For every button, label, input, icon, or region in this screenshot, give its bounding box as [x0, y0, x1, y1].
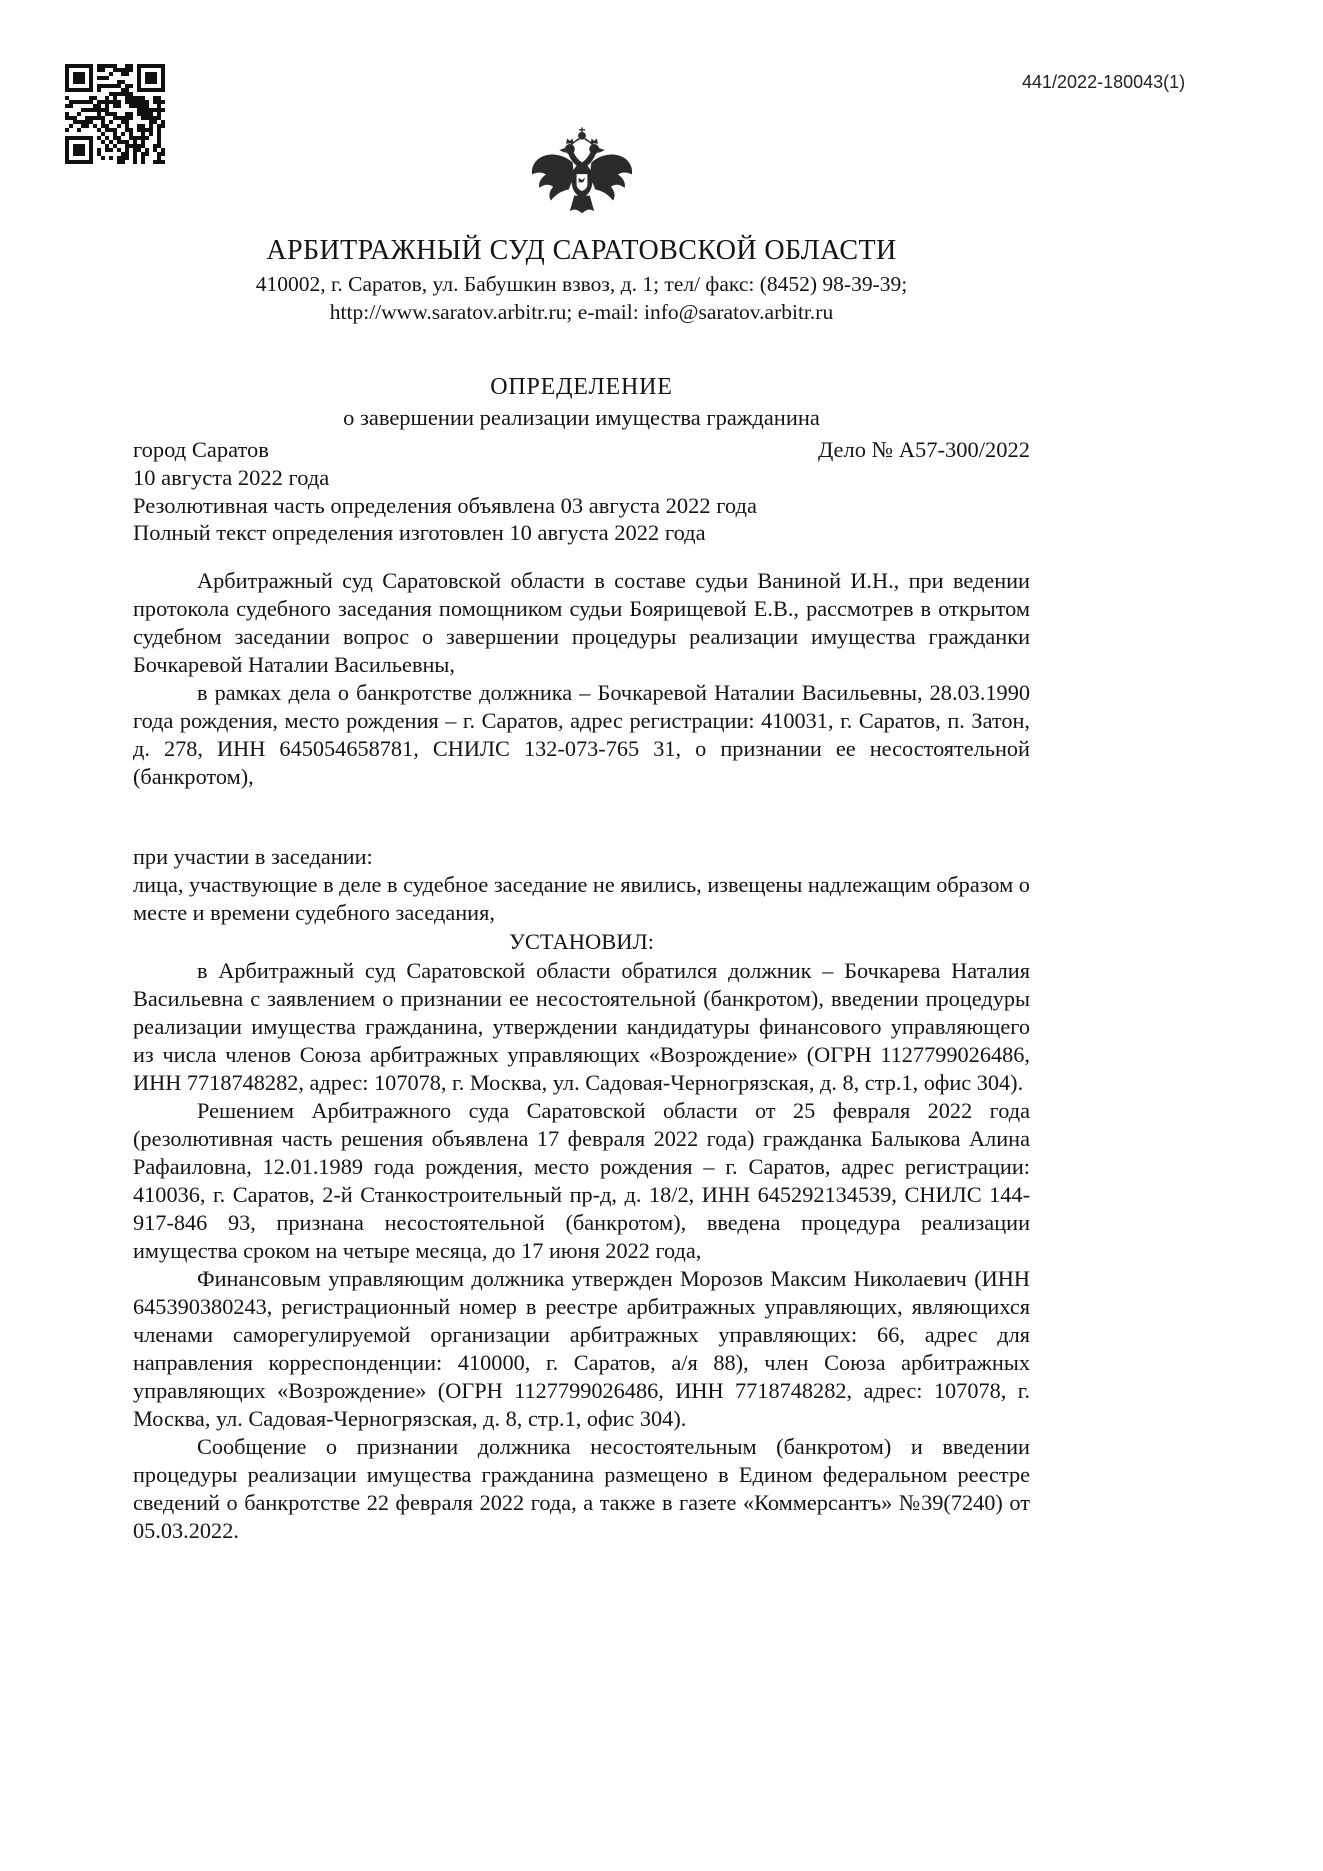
document-date: 10 августа 2022 года — [133, 465, 330, 490]
court-name: АРБИТРАЖНЫЙ СУД САРАТОВСКОЙ ОБЛАСТИ — [266, 235, 897, 266]
case-number: Дело № А57-300/2022 — [817, 437, 1030, 462]
document-title: ОПРЕДЕЛЕНИЕ — [490, 374, 673, 400]
coat-of-arms-emblem — [521, 116, 643, 232]
full-text-date-line: Полный текст определения изготовлен 10 августа 2022 года — [133, 520, 706, 545]
intro-paragraph: в рамках дела о банкротстве должника – Бочкаревой Наталии Васильевны, 28.03.1990 года рождения, место рождения – г. Саратов, адрес регистрации: 410031, г. Саратов, п. Затон, д. 278, ИНН 645054658781, СНИЛС 132-073-765 31, о признании ее несостоятельной (банкротом), — [133, 679, 1030, 789]
established-paragraph: в Арбитражный суд Саратовской области обратился должник – Бочкарева Наталия Васильевна с заявлением о признании ее несостоятельной (банкротом), введении процедуры реализации имущества гражданина, утверждении кандидатуры финансового управляющего из числа членов Союза арбитражных управляющих «Возрождение» (ОГРН 1127799026486, ИНН 7718748282, адрес: 107078, г. Москва, ул. Садовая-Черногрязская, д. 8, стр.1, офис 304). — [133, 957, 1030, 1095]
court-address: 410002, г. Саратов, ул. Бабушкин взвоз, д. 1; тел/ факс: (8452) 98-39-39; — [255, 272, 908, 296]
city-label: город Саратов — [133, 437, 269, 462]
document-subtitle: о завершении реализации имущества гражданина — [343, 405, 820, 430]
established-paragraph: Решением Арбитражного суда Саратовской области от 25 февраля 2022 года (резолютивная часть решения объявлена 17 февраля 2022 года) гражданка Балыкова Алина Рафаиловна, 12.01.1989 года рождения, место рождения – г. Саратов, адрес регистрации: 410036, г. Саратов, 2-й Станкостроительный пр-д, д. 18/2, ИНН 645292134539, СНИЛС 144-917-846 93, признана несостоятельной (банкротом), введена процедура реализации имущества сроком на четыре месяца, до 17 июня 2022 года, — [133, 1097, 1030, 1263]
established-heading: УСТАНОВИЛ: — [508, 928, 655, 954]
body-text — [133, 567, 1030, 1545]
court-contacts: http://www.saratov.arbitr.ru; e-mail: info@saratov.arbitr.ru — [329, 300, 834, 324]
intro-paragraph: Арбитражный суд Саратовской области в составе судьи Ваниной И.Н., при ведении протокола судебного заседания помощником судьи Боярищевой Е.В., рассмотрев в открытом судебном заседании вопрос о завершении процедуры реализации имущества гражданки Бочкаревой Наталии Васильевны, — [133, 567, 1030, 677]
attendance-label: при участии в заседании: — [133, 843, 373, 869]
attendance-text: лица, участвующие в деле в судебное заседание не явились, извещены надлежащим образом о месте и времени судебного заседания, — [133, 871, 1030, 925]
city-and-case-row — [133, 436, 1030, 464]
document-reference-number: 441/2022-180043(1) — [1022, 72, 1186, 92]
established-paragraph: Сообщение о признании должника несостоятельным (банкротом) и введении процедуры реализации имущества гражданина размещено в Едином федеральном реестре сведений о банкротстве 22 февраля 2022 года, а также в газете «Коммерсантъ» №39(7240) от 05.03.2022. — [133, 1433, 1030, 1543]
document-body — [133, 0, 1030, 1545]
resolution-date-line: Резолютивная часть определения объявлена 03 августа 2022 года — [133, 492, 757, 518]
established-paragraph: Финансовым управляющим должника утвержден Морозов Максим Николаевич (ИНН 645390380243, регистрационный номер в реестре арбитражных управляющих, являющихся членами саморегулируемой организации арбитражных управляющих: 66, адрес для направления корреспонденции: 410000, г. Саратов, а/я 88), член Союза арбитражных управляющих «Возрождение» (ОГРН 1127799026486, ИНН 7718748282, адрес: 107078, г. Москва, ул. Садовая-Черногрязская, д. 8, стр.1, офис 304). — [133, 1265, 1030, 1431]
